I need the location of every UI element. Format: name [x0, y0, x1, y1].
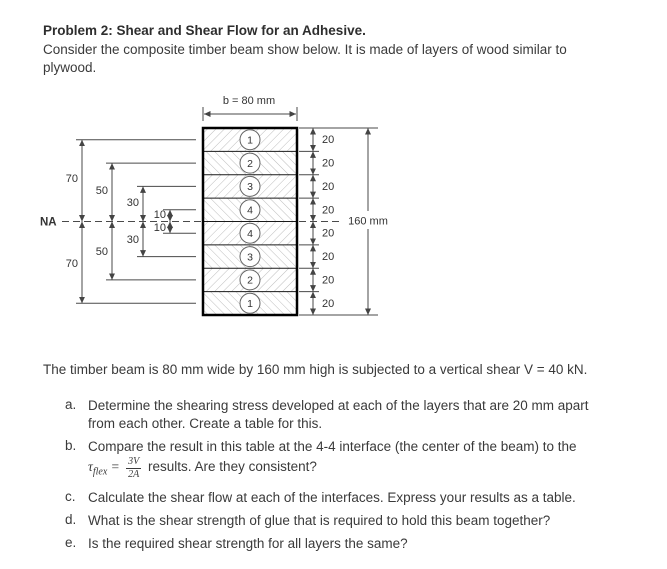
left-dim-label: 10: [153, 209, 166, 221]
layer-number: 3: [247, 251, 253, 264]
layer-number: 1: [247, 134, 253, 147]
left-dim-label: 30: [126, 197, 139, 209]
beam-statement: The timber beam is 80 mm wide by 160 mm high is subjected to a vertical shear V = 40 kN.: [43, 362, 588, 377]
layer-thickness-label: 20: [322, 157, 335, 170]
width-dimension-label: b = 80 mm: [222, 95, 276, 107]
neutral-axis-label: NA: [40, 216, 57, 229]
beam-cross-section-diagram: [0, 90, 667, 345]
equals-sign: =: [110, 459, 120, 475]
question-d-text: What is the shear strength of glue that is required to hold this beam together?: [88, 513, 551, 528]
left-dim-label: 50: [95, 246, 108, 258]
layer-number: 1: [247, 298, 253, 310]
question-e: [65, 535, 608, 553]
question-b: [65, 438, 608, 482]
left-dim-label: 70: [65, 258, 78, 270]
layer-thickness-label: 20: [322, 227, 335, 240]
question-e-text: Is the required shear strength for all layers the same?: [88, 536, 408, 551]
tau-subscript: flex: [92, 466, 108, 478]
width-dimension: [203, 95, 297, 121]
left-dim-label: 50: [95, 185, 108, 197]
layer-number: 4: [247, 227, 253, 240]
layer-number: 2: [247, 274, 253, 287]
formula-fraction: [126, 456, 141, 480]
fraction-numerator: 3V: [128, 456, 140, 467]
layer-thickness-label: 20: [322, 274, 335, 287]
question-b-text: [88, 438, 608, 482]
left-dim-label: 10: [153, 222, 166, 234]
question-d: [65, 512, 608, 530]
question-c: [65, 489, 608, 507]
layer-thickness-label: 20: [322, 297, 335, 310]
question-a-label: a.: [65, 397, 77, 412]
question-b-label: b.: [65, 438, 77, 453]
layer-thickness-label: 20: [322, 251, 335, 264]
layer-number: 2: [247, 157, 253, 170]
left-dim-label: 70: [65, 173, 78, 185]
question-c-text: Calculate the shear flow at each of the interfaces. Express your results as a table.: [88, 490, 576, 505]
question-b-text-before: Compare the result in this table at the 4-4 interface (the center of the beam) to the: [88, 439, 577, 454]
tau-symbol: τ: [88, 459, 93, 475]
question-a: [65, 397, 608, 433]
question-e-label: e.: [65, 535, 77, 550]
layer-number: 4: [247, 204, 253, 217]
total-height-label: 160 mm: [348, 215, 388, 228]
problem-title: Problem 2: Shear and Shear Flow for an Adhesive.: [43, 23, 366, 38]
intro-paragraph: Consider the composite timber beam show below. It is made of layers of wood similar to plywood.: [43, 42, 567, 75]
layer-thickness-label: 20: [322, 134, 335, 147]
left-dim-label: 30: [126, 234, 139, 246]
question-d-label: d.: [65, 512, 77, 527]
layer-number: 3: [247, 181, 253, 194]
fraction-denominator: 2A: [128, 468, 140, 480]
question-c-label: c.: [65, 489, 76, 504]
layer-thickness-label: 20: [322, 204, 335, 217]
layer-thickness-label: 20: [322, 180, 335, 193]
question-b-text-after: results. Are they consistent?: [148, 459, 317, 475]
question-a-text: Determine the shearing stress developed at each of the layers that are 20 mm apart from each other. Create a table for this.: [88, 398, 589, 431]
shear-formula: [88, 456, 144, 480]
